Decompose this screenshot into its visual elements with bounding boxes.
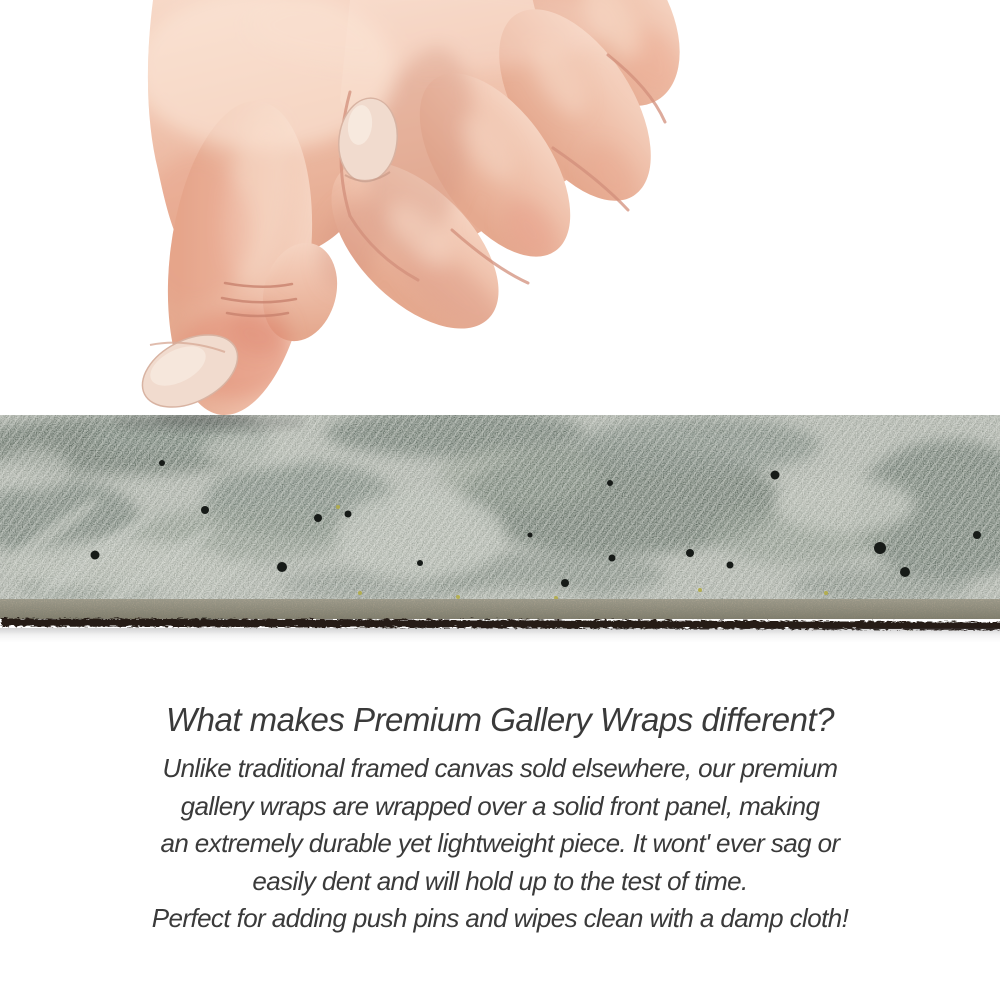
canvas-weave-texture [0,415,1000,607]
canvas-folded-edge-grain [0,599,1000,619]
body-line-4: easily dent and will hold up to the test of time. [252,865,748,896]
headline: What makes Premium Gallery Wraps different? [165,701,835,738]
body-line-2: gallery wraps are wrapped over a solid front panel, making [180,790,820,821]
body-line-5: Perfect for adding push pins and wipes clean with a damp cloth! [151,903,849,933]
marketing-copy [0,699,1000,938]
canvas-drop-shadow [0,628,1000,644]
body-line-3: an extremely durable yet lightweight piece. It wont' ever sag or [160,828,840,858]
hand-graphic [0,0,1000,432]
canvas-strip-graphic [0,415,1000,631]
body-line-1: Unlike traditional framed canvas sold elsewhere, our premium [162,753,838,783]
